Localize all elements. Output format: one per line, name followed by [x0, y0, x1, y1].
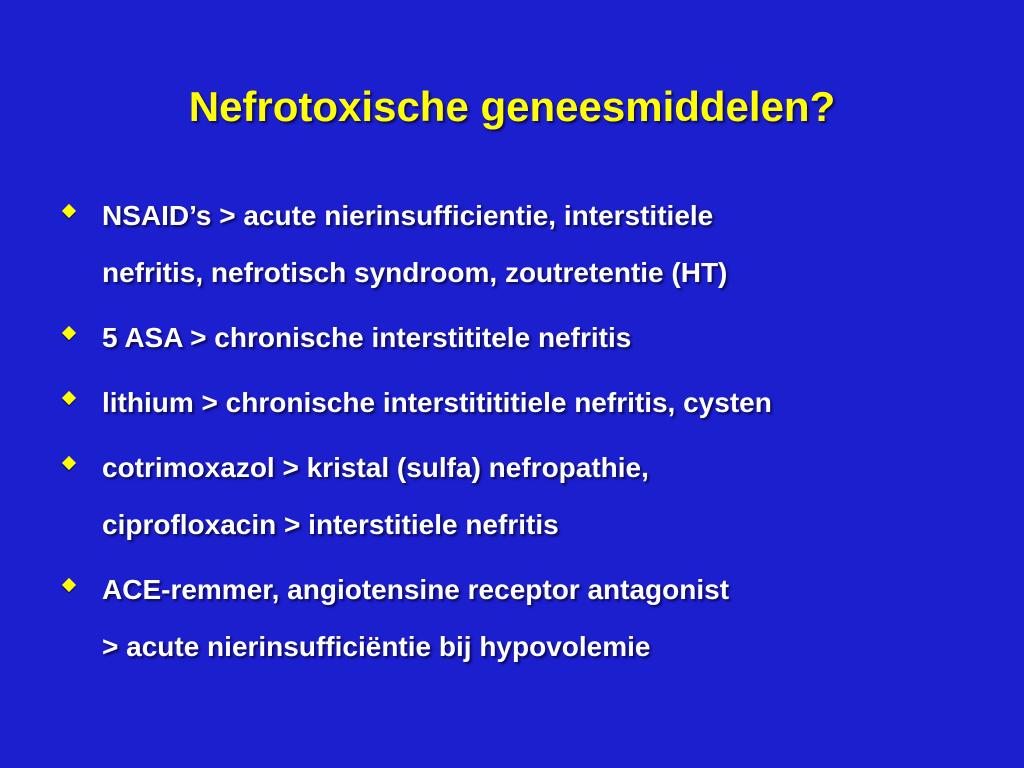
bullet-item-5-asa [62, 309, 982, 366]
bullet-text: lithium > chronische interstitititiele nefritis, cysten [102, 387, 772, 418]
diamond-bullet-icon [62, 578, 76, 592]
bullet-item-lithium [62, 374, 982, 431]
diamond-bullet-icon [62, 456, 76, 470]
diamond-bullet-icon [62, 204, 76, 218]
bullet-text: cotrimoxazol > kristal (sulfa) nefropathie, [102, 452, 649, 483]
bullet-text: 5 ASA > chronische interstititele nefritis [102, 322, 632, 353]
bullet-item-nsaid [62, 187, 982, 301]
slide-title: Nefrotoxische geneesmiddelen? [188, 83, 836, 130]
diamond-bullet-icon [62, 391, 76, 405]
diamond-bullet-icon [62, 326, 76, 340]
bullet-item-ace-remmer [62, 561, 982, 675]
bullet-list [62, 187, 982, 683]
bullet-text-continued: nefritis, nefrotisch syndroom, zoutretentie (HT) [102, 257, 728, 288]
bullet-text: ACE-remmer, angiotensine receptor antagonist [102, 574, 730, 605]
bullet-item-cotrimoxazol [62, 439, 982, 553]
bullet-text: NSAID’s > acute nierinsufficientie, interstitiele [102, 200, 714, 231]
bullet-text-continued: > acute nierinsufficiëntie bij hypovolemie [102, 631, 651, 662]
bullet-text-continued: ciprofloxacin > interstitiele nefritis [102, 509, 559, 540]
